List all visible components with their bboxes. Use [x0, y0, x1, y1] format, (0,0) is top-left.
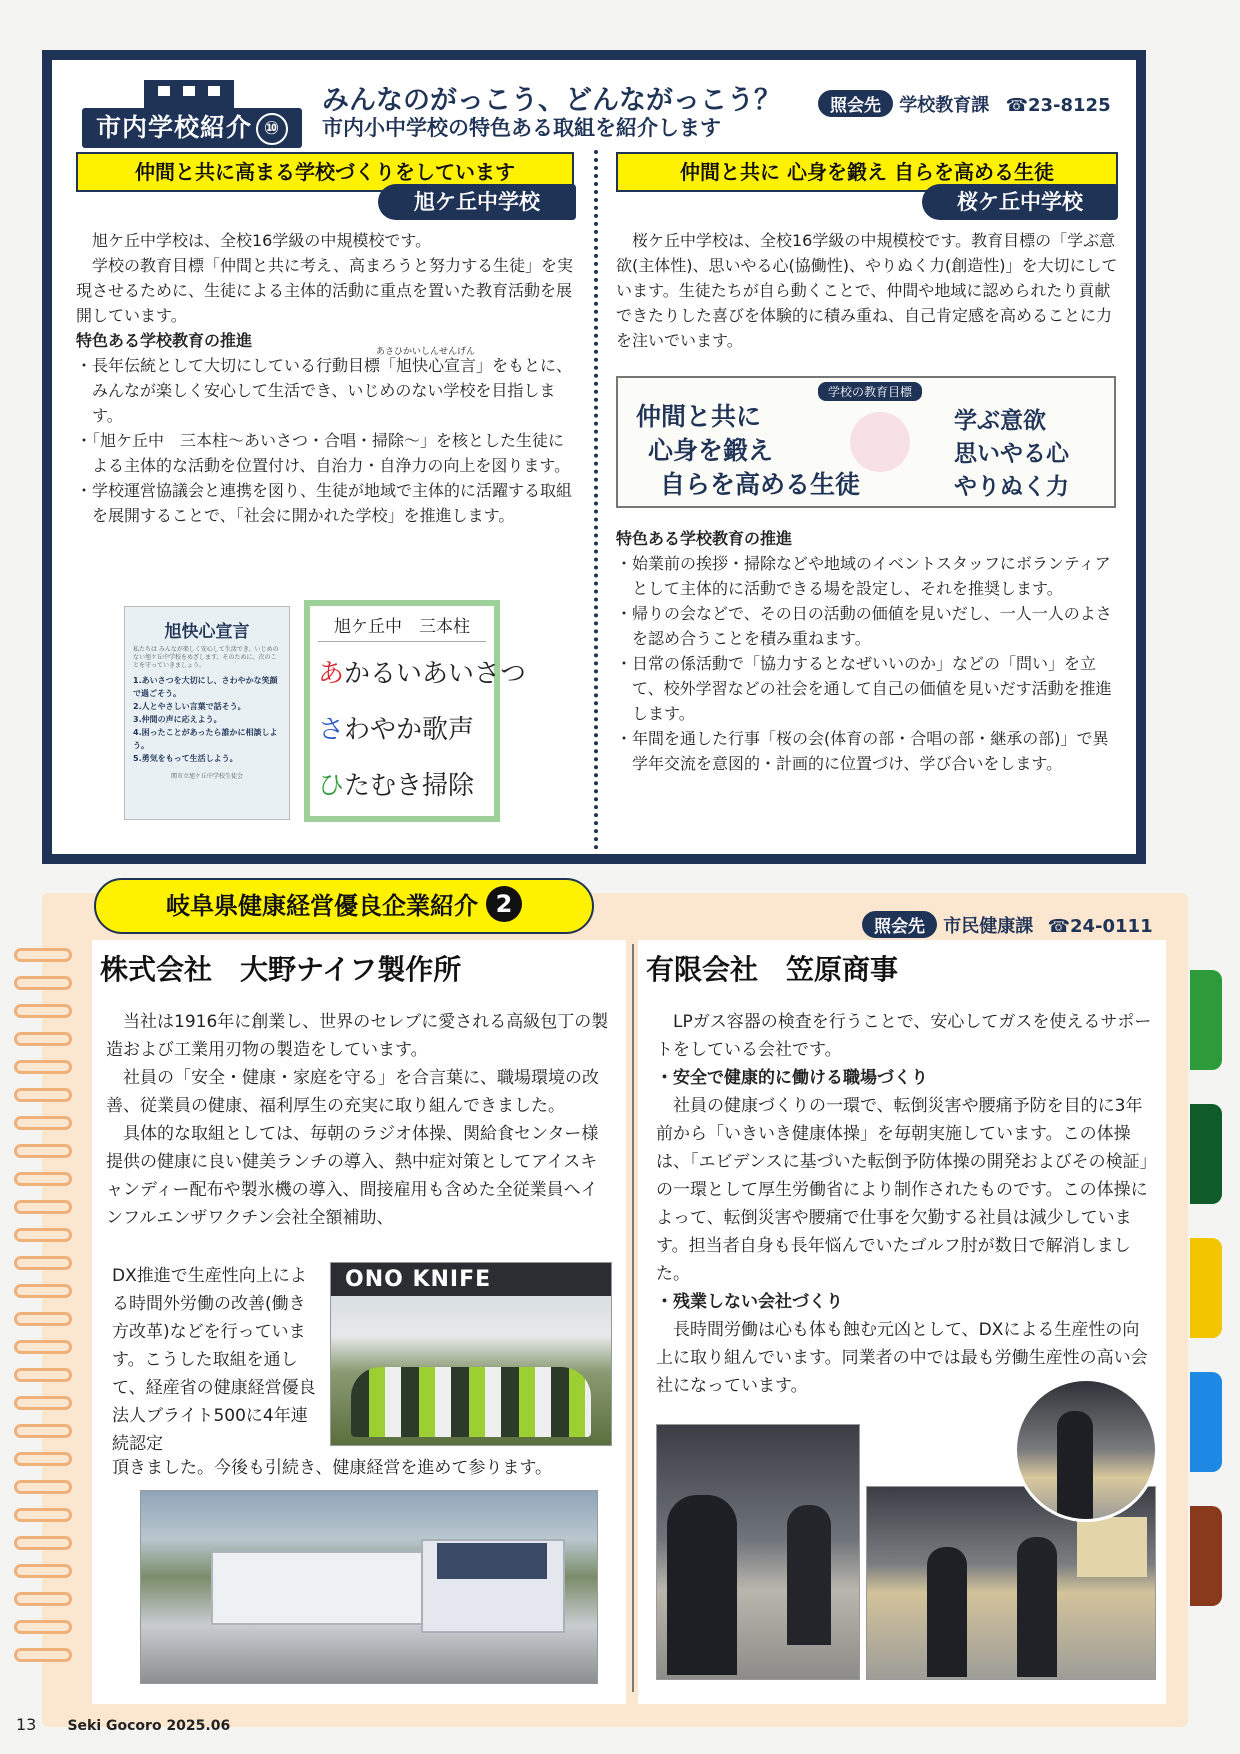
page-number: 13 — [16, 1715, 37, 1734]
poster-item: 3.仲間の声に応えよう。 — [133, 715, 222, 724]
left-company-closing: 頂きました。今後も引続き、健康経営を進めて参ります。 — [112, 1458, 552, 1478]
school-contact — [818, 90, 1111, 117]
pillar-initial: あ — [318, 659, 345, 689]
company-column-divider — [632, 944, 634, 1692]
notebook-ring — [14, 1396, 72, 1410]
staff-group-photo — [330, 1262, 612, 1446]
left-paragraph: 学校の教育目標「仲間と共に考え、高まろうと努力する生徒」を実現させるために、生徒による主体的活動に重点を置いた教育活動を展開しています。 — [76, 256, 573, 325]
notebook-ring — [14, 976, 72, 990]
pillar-line — [318, 646, 527, 702]
left-paragraph: 旭ケ丘中学校は、全校16学級の中規模校です。 — [92, 231, 432, 250]
left-company-paragraph: 具体的な取組としては、毎朝のラジオ体操、関給食センター様提供の健康に良い健美ランチの導入、熱中症対策としてアイスキャンディー配布や製氷機の導入、間接雇用も含めた全従業員へインフルエンザワクチン会社全額補助、 — [106, 1124, 599, 1228]
notebook-ring — [14, 1452, 72, 1466]
right-company-heading: ・残業しない会社づくり — [656, 1292, 843, 1312]
pillar-rest: わやか歌声 — [344, 715, 475, 745]
declaration-poster — [124, 606, 290, 820]
left-company-narrow-text: DX推進で生産性向上による時間外労働の改善(働き方改革)などを行っています。こうした取組を通して、経産省の健康経営優良法人ブライト500に4年連続認定 — [112, 1266, 316, 1454]
notebook-ring — [14, 1564, 72, 1578]
notebook-ring — [14, 1256, 72, 1270]
contact-label: 照会先 — [862, 911, 937, 938]
page-title: みんなのがっこう、どんながっこう？ — [322, 85, 781, 116]
right-company-name: 有限会社 笠原商事 — [646, 953, 899, 986]
pillar-rest: かるいあいさつ — [344, 659, 527, 689]
notebook-ring — [14, 1424, 72, 1438]
notebook-ring — [14, 1368, 72, 1382]
notebook-ring — [14, 1480, 72, 1494]
notebook-ring — [14, 1312, 72, 1326]
banner-value-line: 学ぶ意欲 — [954, 407, 1046, 434]
poster-item: 4.困ったことがあったら誰かに相談しよう。 — [133, 728, 278, 750]
right-company-body — [656, 1008, 1156, 1400]
left-company-body — [106, 1008, 614, 1232]
photo-sign: ONO KNIFE — [331, 1263, 611, 1296]
notebook-ring — [14, 1620, 72, 1634]
column-divider — [594, 150, 598, 850]
left-school-name: 旭ケ丘中学校 — [378, 184, 576, 220]
banner-goal-line: 心身を鍛え — [648, 436, 774, 465]
index-tab — [1190, 1372, 1222, 1472]
banner-label: 学校の教育目標 — [818, 382, 922, 401]
banner-value-line: やりぬく力 — [954, 473, 1069, 500]
company-title-text: 岐阜県健康経営優良企業紹介 — [166, 892, 478, 920]
index-tab — [1190, 1238, 1222, 1338]
notebook-ring — [14, 1004, 72, 1018]
notebook-ring — [14, 1592, 72, 1606]
left-company-paragraph: 当社は1916年に創業し、世界のセレブに愛される高級包丁の製造および工業用刃物の製造をしています。 — [106, 1012, 609, 1060]
notebook-ring — [14, 1228, 72, 1242]
banner-goal-line: 仲間と共に — [636, 402, 762, 431]
right-school-name: 桜ケ丘中学校 — [922, 184, 1118, 220]
notebook-ring — [14, 948, 72, 962]
poster-item: 5.勇気をもって生活しよう。 — [133, 754, 238, 763]
poster-item: 2.人とやさしい言葉で話そう。 — [133, 702, 246, 711]
section-tag — [82, 108, 302, 148]
right-bullet: ・ 始業前の挨拶・掃除などや地域のイベントスタッフにボランティアとして主体的に活動できる場を設定し、それを推奨します。 — [616, 551, 1118, 601]
right-promo-heading: 特色ある学校教育の推進 — [616, 529, 793, 548]
notebook-ring — [14, 1648, 72, 1662]
right-headline: 仲間と共に 心身を鍛え 自らを高める生徒 — [616, 152, 1118, 192]
contact-dept: 市民健康課 — [943, 916, 1034, 937]
right-company-intro: LPガス容器の検査を行うことで、安心してガスを使えるサポートをしている会社です。 — [656, 1012, 1152, 1060]
cherry-blossom-icon — [850, 412, 910, 472]
poster-footer: 関市立旭ケ丘中学校生徒会 — [170, 773, 243, 780]
index-tab — [1190, 1104, 1222, 1204]
right-bullet: ・ 年間を通した行事「桜の会(体育の部・合唱の部・継承の部)」で異学年交流を意図的・計画的に位置づけ、学び合いをします。 — [616, 726, 1118, 776]
notebook-ring — [14, 1060, 72, 1074]
page-subtitle: 市内小中学校の特色ある取組を紹介します — [322, 116, 721, 140]
three-pillars-board — [304, 600, 527, 822]
left-bullet: ・ 学校運営協議会と連携を図り、生徒が地域で主体的に活躍する取組を展開することで、「社会に開かれた学校」を推進します。 — [76, 478, 576, 528]
notebook-ring — [14, 1536, 72, 1550]
left-promo-heading: 特色ある学校教育の推進 — [76, 331, 253, 350]
contact-label: 照会先 — [818, 90, 893, 117]
index-tab — [1190, 1506, 1222, 1606]
education-goal-banner — [616, 376, 1116, 508]
notebook-ring — [14, 1340, 72, 1354]
right-bullet: ・ 帰りの会などで、その日の活動の価値を見いだし、一人一人のよさを認め合うことを積み重ねます。 — [616, 601, 1118, 651]
poster-item: 1.あいさつを大切にし、さわやかな笑顔で過ごそう。 — [133, 676, 278, 698]
pillar-line — [318, 758, 486, 814]
left-company-name: 株式会社 大野ナイフ製作所 — [100, 953, 462, 986]
right-body — [616, 228, 1118, 353]
left-company-paragraph: 社員の「安全・健康・家庭を守る」を合言葉に、職場環境の改善、従業員の健康、福利厚生の充実に取り組んできました。 — [106, 1068, 599, 1116]
pillar-initial: ひ — [318, 771, 345, 801]
notebook-ring — [14, 1144, 72, 1158]
notebook-ring — [14, 1088, 72, 1102]
page-footer — [16, 1715, 230, 1734]
poster-title: 旭快心宣言 — [164, 622, 250, 642]
magazine-issue: Seki Gocoro 2025.06 — [67, 1718, 231, 1734]
notebook-ring — [14, 1032, 72, 1046]
notebook-ring — [14, 1116, 72, 1130]
poster-intro: 私たちは みんなが楽しく安心して生活でき、いじめのない旭ケ丘中学校をめざします。そのために、次のことを守っていきましょう。 — [133, 646, 279, 669]
right-company-paragraph: 社員の健康づくりの一環で、転倒災害や腰痛予防を目的に3年前から「いきいき健康体操」を毎朝実施しています。この体操は、「エビデンスに基づいた転倒予防体操の開発およびその検証」の一環として厚生労働省により制作されたものです。この体操によって、転倒災害や腰痛で仕事を欠勤する社員は減少しています。担当者自身も長年悩んでいたゴルフ肘が数日で解消しました。 — [656, 1096, 1149, 1284]
factory-aerial-photo — [140, 1490, 598, 1684]
notebook-ring — [14, 1172, 72, 1186]
left-headline: 仲間と共に高まる学校づくりをしています — [76, 152, 574, 192]
banner-value-line: 思いやる心 — [954, 440, 1069, 467]
exercise-photo-1 — [656, 1424, 860, 1680]
notebook-ring — [14, 1508, 72, 1522]
right-paragraph: 桜ケ丘中学校は、全校16学級の中規模校です。教育目標の「学ぶ意欲(主体性)、思いやる心(協働性)、やりぬく力(創造性)」を大切にしています。生徒たちが自ら動くことで、仲間や地域に認められたり貢献できたりした喜びを体験的に積み重ね、自己肯定感を高めることに力を注いでいます。 — [616, 231, 1118, 350]
contact-phone: ☎24-0111 — [1047, 916, 1153, 937]
pillar-rest: たむき掃除 — [344, 771, 475, 801]
exercise-photo-inset — [1014, 1378, 1158, 1522]
company-contact — [862, 911, 1153, 938]
pillar-line — [318, 702, 486, 758]
school-section — [42, 50, 1146, 864]
right-company-heading: ・安全で健康的に働ける職場づくり — [656, 1068, 928, 1088]
company-title-number: 2 — [486, 886, 522, 922]
section-tag-label: 市内学校紹介 — [96, 113, 253, 142]
left-body — [76, 228, 576, 528]
index-tab — [1190, 970, 1222, 1070]
notebook-ring — [14, 1200, 72, 1214]
right-company-paragraph: 長時間労働は心も体も蝕む元凶として、DXによる生産性の向上に取り組んでいます。同業者の中では最も労働生産性の高い会社になっています。 — [656, 1320, 1148, 1396]
banner-goal-line: 自らを高める生徒 — [660, 470, 861, 499]
pillar-initial: さ — [318, 715, 345, 745]
ruby-reading: あさひかいしんせんげん — [376, 347, 476, 357]
right-promo — [616, 526, 1118, 776]
section-tag-number: ⑩ — [256, 113, 288, 145]
left-bullet: ・ 「旭ケ丘中 三本柱～あいさつ・合唱・掃除～」を核とした生徒による主体的な活動を位置付け、自治力・自浄力の向上を図ります。 — [76, 428, 576, 478]
left-bullet: ・ 長年伝統として大切にしている行動目標「旭快心宣言」をもとに、みんなが楽しく安心して生活でき、いじめのない学校を目指します。 — [76, 353, 576, 428]
pillars-title: 旭ケ丘中 三本柱 — [318, 612, 486, 642]
notebook-ring — [14, 1284, 72, 1298]
right-bullet: ・ 日常の係活動で「協力するとなぜいいのか」などの「問い」を立て、校外学習などの社会を通して自己の価値を見いだす活動を推進します。 — [616, 651, 1118, 726]
contact-dept: 学校教育課 — [899, 95, 990, 116]
contact-phone: ☎23-8125 — [1005, 95, 1111, 116]
company-section-title — [94, 878, 594, 934]
school-building-icon — [144, 80, 234, 110]
